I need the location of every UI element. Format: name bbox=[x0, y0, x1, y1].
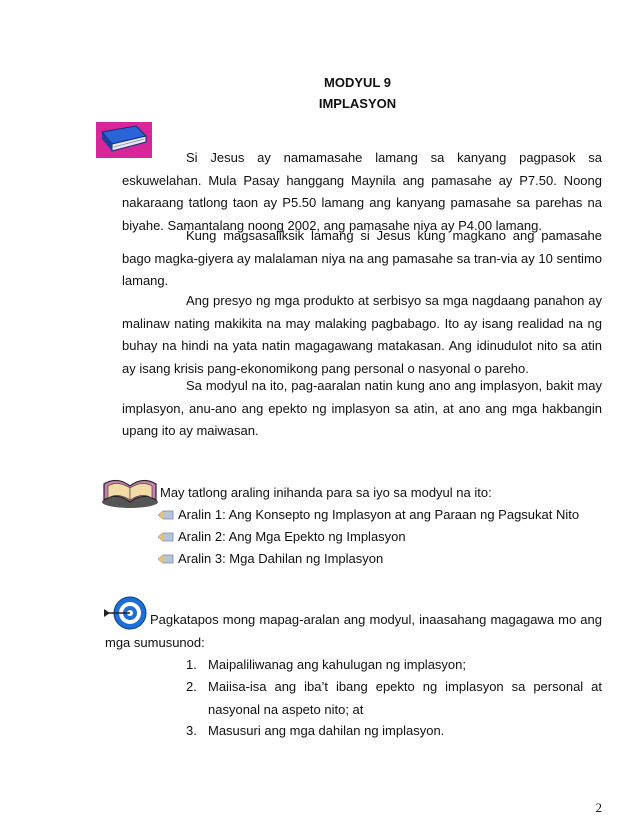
objective-number: 3. bbox=[186, 723, 197, 738]
lesson-item bbox=[158, 529, 406, 544]
open-book-icon bbox=[100, 474, 160, 510]
objective-text: Maiisa-isa ang iba’t ibang epekto ng implasyon sa personal at nasyonal na aspeto nito; at bbox=[208, 679, 602, 717]
lesson-item-label: Aralin 3: Mga Dahilan ng Implasyon bbox=[178, 551, 384, 566]
lesson-item-label: Aralin 1: Ang Konsepto ng Implasyon at ang Paraan ng Pagsukat Nito bbox=[178, 507, 580, 522]
intro-paragraph-3: Ang presyo ng mga produkto at serbisyo sa mga nagdaang panahon ay malinaw nating makikita na may malaking pagbabago. Ito ay isang realidad na ng buhay na hindi na yata natin magagawang matakasan. Ang idinudulot nito sa atin ay isang krisis pang-ekonomikong pang personal o nasyonal o pareho. bbox=[122, 293, 602, 376]
objective-item bbox=[186, 676, 602, 721]
pencil-icon bbox=[158, 510, 174, 520]
objective-text: Maipaliliwanag ang kahulugan ng implasyon; bbox=[208, 657, 467, 672]
lesson-item bbox=[158, 507, 579, 522]
objective-number: 2. bbox=[186, 679, 197, 694]
objective-text: Masusuri ang mga dahilan ng implasyon. bbox=[208, 723, 445, 738]
objective-number: 1. bbox=[186, 657, 197, 672]
lesson-item bbox=[158, 551, 383, 566]
lesson-item-label: Aralin 2: Ang Mga Epekto ng Implasyon bbox=[178, 529, 406, 544]
objective-item bbox=[186, 654, 602, 677]
intro-paragraph-4: Sa modyul na ito, pag-aaralan natin kung ano ang implasyon, bakit may implasyon, anu-ano ang epekto ng implasyon sa atin, at ano ang mga hakbangin upang ito ay maiwasan. bbox=[122, 378, 602, 439]
pencil-icon bbox=[158, 554, 174, 564]
topic-title: IMPLASYON bbox=[318, 96, 397, 111]
objectives-lead: Pagkatapos mong mapag-aralan ang modyul, inaasahang magagawa mo ang mga sumusunod: bbox=[105, 612, 602, 650]
page-number: 2 bbox=[595, 800, 602, 815]
lessons-lead: May tatlong araling inihanda para sa iyo sa modyul na ito: bbox=[160, 485, 492, 500]
pencil-icon bbox=[158, 532, 174, 542]
intro-paragraph-2: Kung magsasaliksik lamang si Jesus kung magkano ang pamasahe bago magka-giyera ay malalaman niya na ang pamasahe sa tran-via ay 10 sentimo lamang. bbox=[122, 228, 602, 289]
intro-paragraph-1: Si Jesus ay namamasahe lamang sa kanyang pagpasok sa eskuwelahan. Mula Pasay hanggang Maynila ang pamasahe ay P7.50. Noong nakaraang tatlong taon ay P5.50 lamang ang kanyang pamasahe sa parehas na biyahe. Samantalang noong 2002, ang pamasahe niya ay P4.00 lamang. bbox=[122, 150, 602, 233]
objective-item bbox=[186, 720, 602, 743]
module-title: MODYUL 9 bbox=[324, 75, 391, 90]
